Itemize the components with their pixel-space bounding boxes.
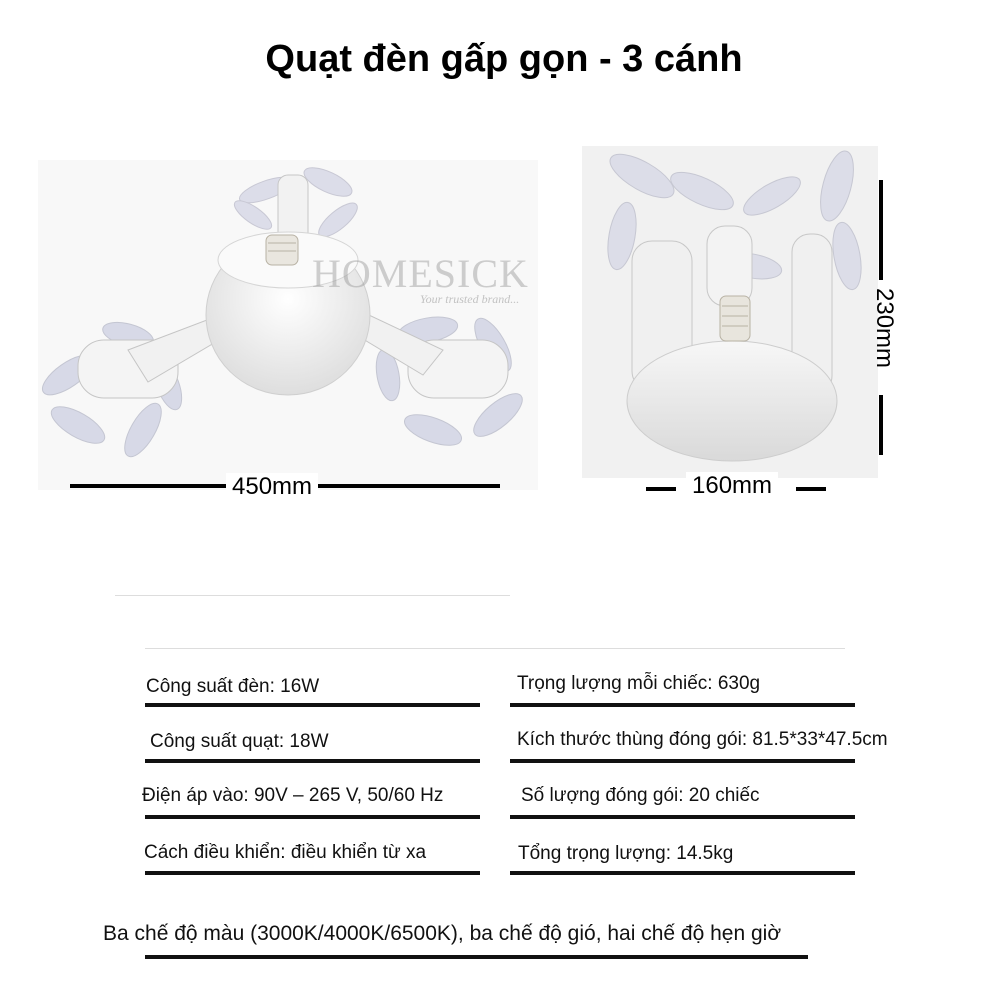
feature-summary: Ba chế độ màu (3000K/4000K/6500K), ba chế độ gió, hai chế độ hẹn giờ — [103, 922, 782, 945]
spec-underline — [145, 815, 480, 819]
spec-underline — [510, 759, 855, 763]
spec-unit-weight: Trọng lượng mỗi chiếc: 630g — [517, 673, 761, 694]
page-title: Quạt đèn gấp gọn - 3 cánh — [233, 30, 775, 88]
product-photo-folded — [582, 146, 878, 478]
watermark-brand: HOMESICK — [312, 251, 529, 296]
divider — [145, 648, 845, 649]
spec-pack-quantity: Số lượng đóng gói: 20 chiếc — [521, 785, 760, 806]
height-dimension-line-top — [879, 180, 883, 280]
e27-socket — [266, 235, 298, 265]
unfolded-fan-illustration — [38, 160, 538, 490]
spec-underline — [145, 703, 480, 707]
footer-underline — [145, 955, 808, 959]
spec-underline — [145, 871, 480, 875]
divider — [115, 595, 510, 596]
left-fan-head — [38, 312, 236, 462]
fan-base — [627, 341, 837, 461]
height-dimension-line-bottom — [879, 395, 883, 455]
spec-carton-size: Kích thước thùng đóng gói: 81.5*33*47.5cm — [517, 729, 888, 750]
spec-input-voltage: Điện áp vào: 90V – 265 V, 50/60 Hz — [142, 785, 444, 806]
spec-total-weight: Tổng trọng lượng: 14.5kg — [518, 843, 734, 864]
depth-dimension-line-left — [646, 487, 676, 491]
folded-fan-illustration — [582, 146, 878, 478]
watermark-tagline: Your trusted brand... — [420, 292, 520, 306]
width-dimension-label: 450mm — [226, 473, 318, 501]
depth-dimension-label: 160mm — [686, 472, 778, 500]
spec-underline — [510, 871, 855, 875]
product-photo-unfolded — [38, 160, 538, 490]
e27-socket-folded — [720, 296, 750, 341]
depth-dimension-line-right — [796, 487, 826, 491]
spec-control-method: Cách điều khiển: điều khiển từ xa — [144, 842, 427, 863]
spec-underline — [145, 759, 480, 763]
spec-underline — [510, 703, 855, 707]
spec-fan-power: Công suất quạt: 18W — [150, 731, 329, 752]
height-dimension-label: 230mm — [871, 288, 898, 369]
spec-underline — [510, 815, 855, 819]
spec-lamp-power: Công suất đèn: 16W — [146, 676, 320, 697]
